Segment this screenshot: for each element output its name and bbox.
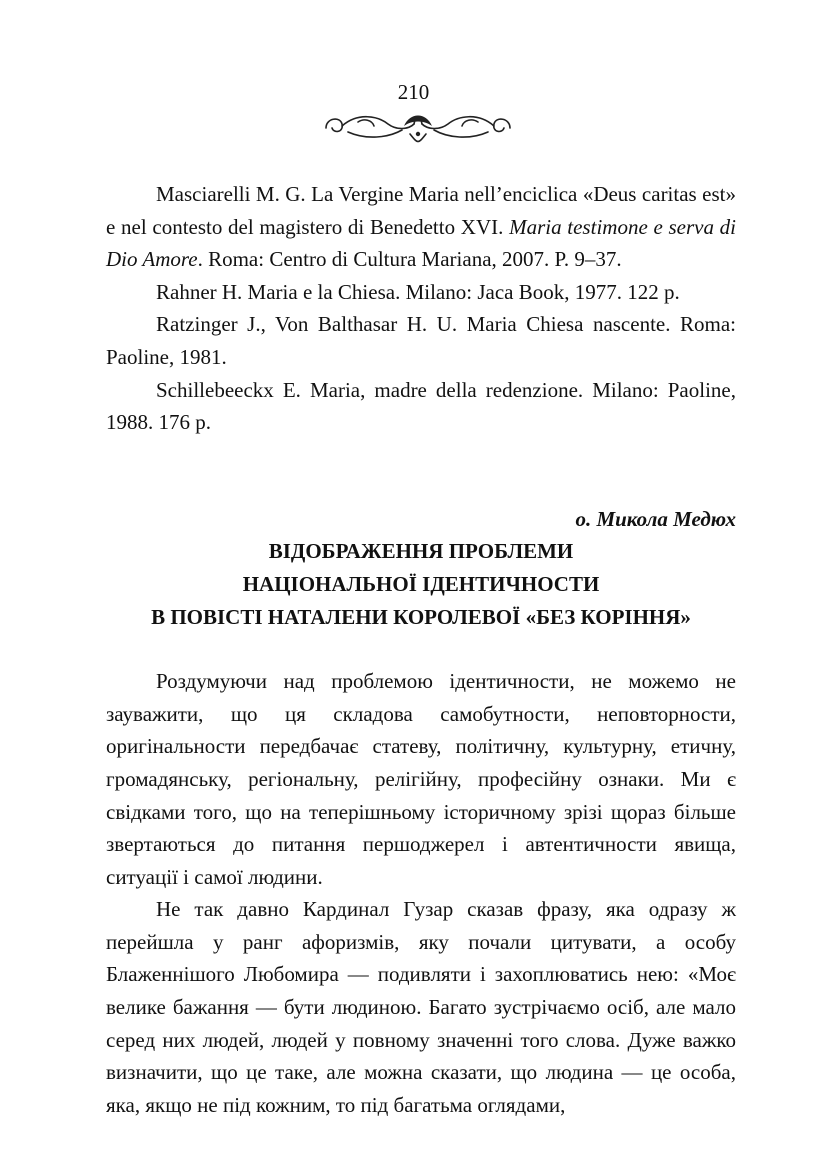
reference-1 [106, 178, 736, 276]
page-number: 210 [397, 80, 430, 104]
spacer [106, 439, 736, 471]
article-title [106, 535, 736, 633]
reference-italic-title: Maria testimone e serva di Dio Amore [106, 214, 736, 272]
reference-text: . Roma: Centro di Cultura Mariana, 2007. P. 9–37. [197, 247, 622, 272]
spacer [106, 633, 736, 665]
reference-text: Masciarelli M. G. La Vergine Maria nell’enciclica «Deus caritas est» e nel contesto del magistero di Benedetto XVI. [106, 182, 736, 239]
title-line: ВІДОБРАЖЕННЯ ПРОБЛЕМИ [268, 539, 574, 564]
body-paragraph: Роздумуючи над проблемою ідентичности, не можемо не зауважити, що ця складова самобутности, неповторности, оригінальности передбачає статеву, політичну, культурну, етичну, громадянську, регіональну, релігійну, професійну ознаки. Ми є свідками того, що на теперішньому історичному зрізі щораз більше звертаються до питання першоджерел і автентичности явища, ситуації і самої людини. [106, 669, 736, 889]
title-line: НАЦІОНАЛЬНОЇ ІДЕНТИЧНОСТИ [242, 571, 600, 596]
article-author: о. Микола Медюх [575, 506, 736, 531]
page-content [106, 178, 736, 1121]
reference-4: Schillebeeckx E. Maria, madre della redenzione. Milano: Paoline, 1988. 176 p. [106, 377, 736, 435]
reference-2: Rahner H. Maria e la Chiesa. Milano: Jaca Book, 1977. 122 p. [156, 279, 680, 304]
decorative-ornament-icon [318, 104, 518, 148]
title-line: В ПОВІСТІ НАТАЛЕНИ КОРОЛЕВОЇ «БЕЗ КОРІННЯ» [151, 604, 691, 629]
body-paragraph: Не так давно Кардинал Гузар сказав фразу, яка одразу ж перейшла у ранг афоризмів, яку почали цитувати, а особу Блаженнішого Любомира — подивляти і захоплюватись нею: «Моє велике бажання — бути людиною. Багато зустрічаємо осіб, але мало серед них людей, людей у повному значенні того слова. Дуже важко визначити, що це таке, але можна сказати, що людина — це особа, яка, якщо не під кожним, то під багатьма оглядами, [106, 897, 736, 1117]
reference-3: Ratzinger J., Von Balthasar H. U. Maria Chiesa nascente. Roma: Paoline, 1981. [106, 312, 736, 369]
